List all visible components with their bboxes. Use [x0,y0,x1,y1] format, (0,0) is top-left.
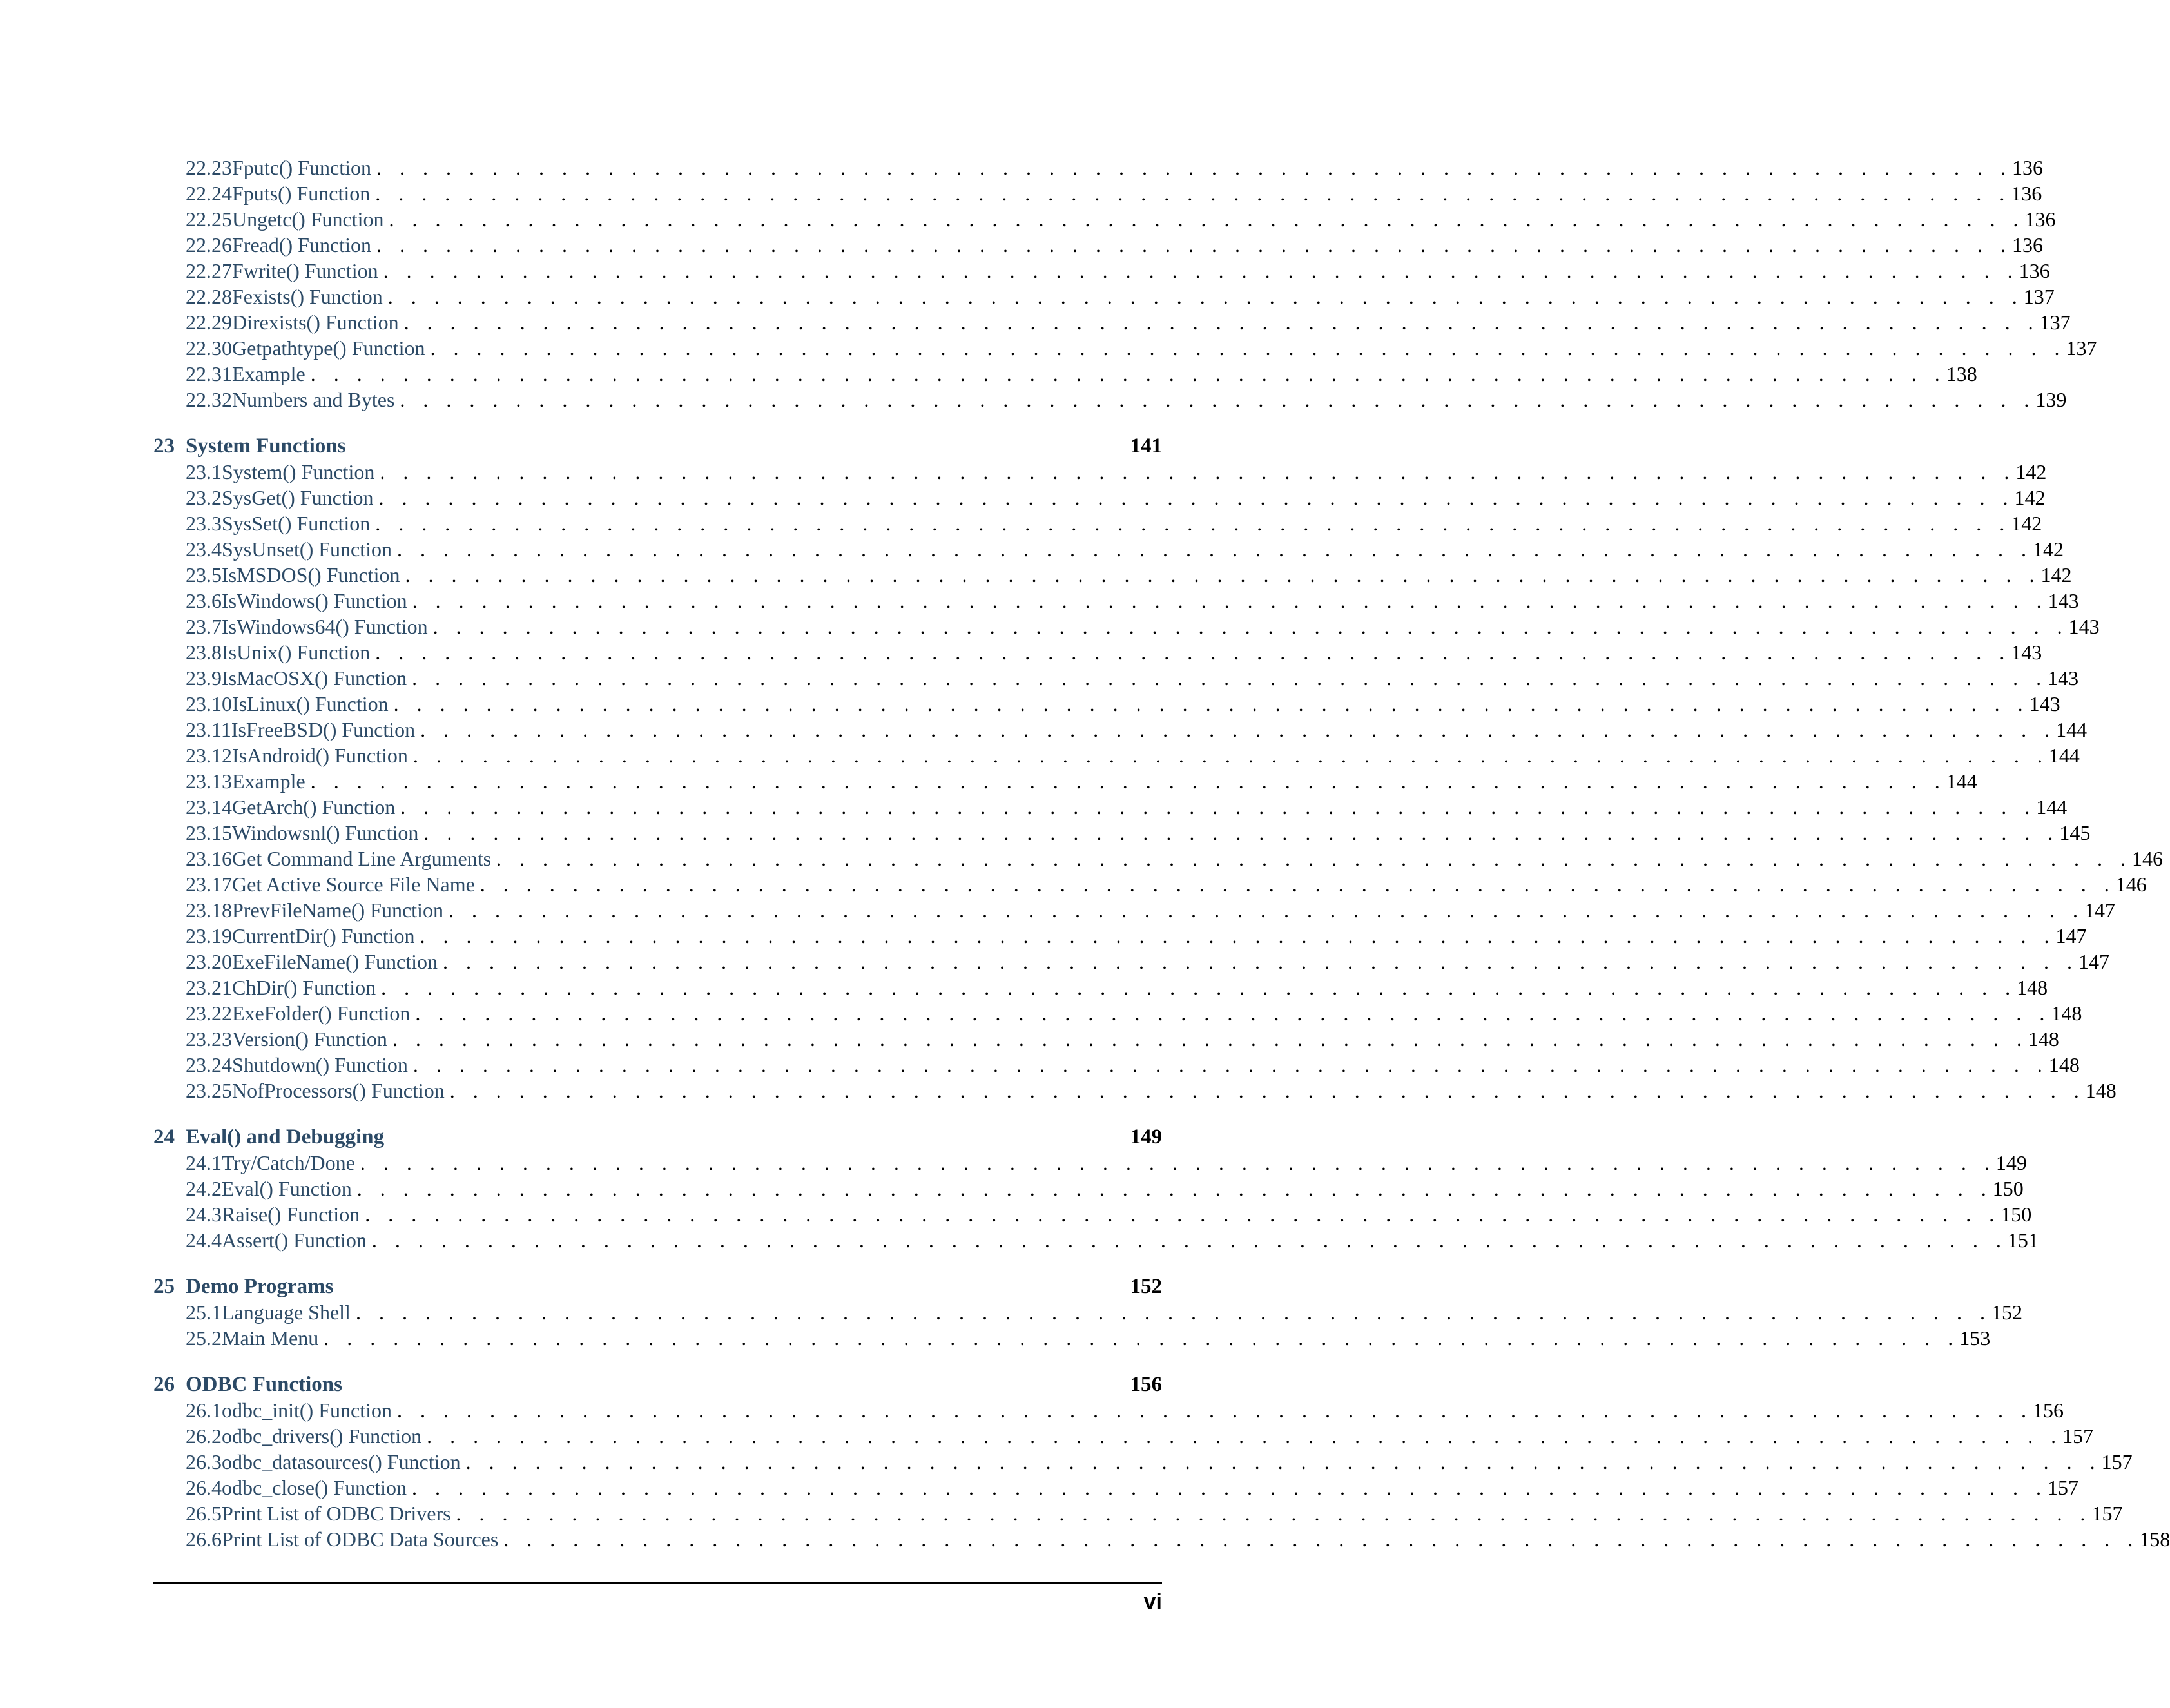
dot-leader: . . . . . . . . . . . . . . . . . . . . . . . . . . . . . . . . . . . . . . . . . . . . . . . . . . . . . . . . . . . . . . . . . . . . . . . [403,311,2040,334]
section-number: 23.21 [186,976,232,999]
section-title: odbc_close() Function [222,1476,407,1499]
section-number: 22.23 [186,156,232,179]
section-title: Fexists() Function [232,285,383,308]
section-title: Ungetc() Function [232,208,384,231]
chapter-number: 25 [153,1275,175,1298]
section-page: 136 [2011,233,2043,257]
section-entry-link[interactable] [153,485,2046,510]
section-number: 23.18 [186,898,232,922]
dot-leader: . . . . . . . . . . . . . . . . . . . . . . . . . . . . . . . . . . . . . . . . . . . . . . . . . . . . . . . . . . . . . . . . . . . . . . . [430,336,2066,360]
dot-leader: . . . . . . . . . . . . . . . . . . . . . . . . . . . . . . . . . . . . . . . . . . . . . . . . . . . . . . . . . . . . . . . . . . . . . . . [389,208,2025,231]
dot-leader: . . . . . . . . . . . . . . . . . . . . . . . . . . . . . . . . . . . . . . . . . . . . . . . . . . . . . . . . . . . . . . . . . . . . . . . [324,1326,1960,1350]
section-title: Example [232,770,305,793]
section-page: 150 [2000,1203,2032,1226]
section-page: 143 [2068,615,2100,638]
section-entry-link[interactable] [153,206,2056,232]
section-number: 26.6 [186,1528,222,1551]
section-title: Print List of ODBC Drivers [222,1502,451,1525]
section-title: IsMacOSX() Function [222,666,407,690]
section-entry-link[interactable] [153,1325,1991,1351]
section-number: 22.28 [186,285,232,308]
section-page: 146 [2115,873,2147,896]
section-title: ExeFileName() Function [232,950,438,973]
section-page: 148 [2085,1079,2117,1102]
section-title: IsMSDOS() Function [222,563,400,587]
section-number: 23.25 [186,1079,232,1102]
section-entry-link[interactable] [153,975,2048,1000]
chapter-title: Demo Programs [186,1275,334,1298]
section-number: 22.26 [186,233,232,257]
section-entry-link[interactable] [153,459,2047,485]
section-number: 23.2 [186,486,222,509]
dot-leader: . . . . . . . . . . . . . . . . . . . . . . . . . . . . . . . . . . . . . . . . . . . . . . . . . . . . . . . . . . . . . . . . . . . . . . . [415,1002,2051,1025]
section-number: 24.4 [186,1228,222,1252]
section-entry-link[interactable] [153,284,2055,309]
dot-leader: . . . . . . . . . . . . . . . . . . . . . . . . . . . . . . . . . . . . . . . . . . . . . . . . . . . . . . . . . . . . . . . . . . . . . . . [387,285,2024,308]
section-entry-link[interactable] [153,258,2050,284]
section-number: 23.16 [186,847,232,870]
section-title: IsUnix() Function [222,641,371,664]
section-entry-link[interactable] [153,361,1977,387]
section-page: 147 [2055,924,2087,947]
section-entry-link[interactable] [153,1052,2080,1078]
section-number: 22.31 [186,362,232,385]
section-number: 23.24 [186,1053,232,1076]
chapter-page: 156 [1130,1373,1162,1396]
section-title: Fwrite() Function [232,259,378,282]
section-page: 136 [2024,208,2056,231]
section-page: 152 [1991,1301,2022,1324]
section-number: 23.12 [186,744,232,767]
section-entry-link[interactable] [153,155,2043,180]
section-page: 157 [2062,1424,2094,1448]
section-entry-link[interactable] [153,717,2088,742]
section-title: IsFreeBSD() Function [231,718,416,741]
section-page: 150 [1992,1177,2024,1200]
section-title: Windowsnl() Function [232,821,419,844]
section-entry-link[interactable] [153,510,2042,536]
section-number: 26.5 [186,1502,222,1525]
section-title: Language Shell [222,1301,351,1324]
section-page: 158 [2139,1528,2170,1551]
chapter-title: ODBC Functions [186,1373,342,1396]
section-number: 22.29 [186,311,232,334]
section-page: 148 [2048,1053,2080,1076]
section-page: 144 [2036,795,2068,819]
section-page: 143 [2048,589,2079,612]
section-entry-link[interactable] [153,1299,2022,1325]
section-entry-link[interactable] [153,923,2087,949]
section-entry-link[interactable] [153,562,2072,588]
toc-chapter [153,155,2097,412]
section-title: Eval() Function [222,1177,352,1200]
chapter-title: Eval() and Debugging [186,1125,385,1149]
section-page: 144 [2048,744,2080,767]
dot-leader: . . . . . . . . . . . . . . . . . . . . . . . . . . . . . . . . . . . . . . . . . . . . . . . . . . . . . . . . . . . . . . . . . . . . . . . [496,847,2133,870]
section-page: 157 [2048,1476,2079,1499]
section-title: SysSet() Function [222,512,371,535]
section-entry-link[interactable] [153,1201,2032,1227]
section-number: 23.7 [186,615,222,638]
section-entry-link[interactable] [153,1526,2170,1552]
toc-chapter [153,1124,2039,1253]
section-entry-link[interactable] [153,639,2042,665]
section-number: 22.27 [186,259,232,282]
section-title: Fputs() Function [232,182,371,205]
dot-leader: . . . . . . . . . . . . . . . . . . . . . . . . . . . . . . . . . . . . . . . . . . . . . . . . . . . . . . . . . . . . . . . . . . . . . . . [392,1027,2028,1051]
section-entry-link[interactable] [153,387,2067,412]
section-number: 23.22 [186,1002,232,1025]
section-title: Main Menu [222,1326,319,1350]
section-page: 142 [2040,563,2072,587]
section-page: 148 [2028,1027,2059,1051]
section-entry-link[interactable] [153,1449,2133,1475]
section-page: 147 [2078,950,2110,973]
section-number: 22.32 [186,388,232,411]
section-title: System() Function [222,460,375,483]
dot-leader: . . . . . . . . . . . . . . . . . . . . . . . . . . . . . . . . . . . . . . . . . . . . . . . . . . . . . . . . . . . . . . . . . . . . . . . [376,156,2012,179]
dot-leader: . . . . . . . . . . . . . . . . . . . . . . . . . . . . . . . . . . . . . . . . . . . . . . . . . . . . . . . . . . . . . . . . . . . . . . . [412,744,2049,767]
section-title: ExeFolder() Function [232,1002,411,1025]
section-entry-link[interactable] [153,335,2097,361]
section-title: Print List of ODBC Data Sources [222,1528,499,1551]
section-page: 156 [2032,1399,2064,1422]
dot-leader: . . . . . . . . . . . . . . . . . . . . . . . . . . . . . . . . . . . . . . . . . . . . . . . . . . . . . . . . . . . . . . . . . . . . . . . [400,388,2036,411]
section-page: 142 [2033,538,2064,561]
dot-leader: . . . . . . . . . . . . . . . . . . . . . . . . . . . . . . . . . . . . . . . . . . . . . . . . . . . . . . . . . . . . . . . . . . . . . . . [443,950,2079,973]
section-title: Fputc() Function [232,156,371,179]
section-page: 144 [1946,770,1977,793]
dot-leader: . . . . . . . . . . . . . . . . . . . . . . . . . . . . . . . . . . . . . . . . . . . . . . . . . . . . . . . . . . . . . . . . . . . . . . . [371,1228,2008,1252]
section-page: 157 [2091,1502,2123,1525]
dot-leader: . . . . . . . . . . . . . . . . . . . . . . . . . . . . . . . . . . . . . . . . . . . . . . . . . . . . . . . . . . . . . . . . . . . . . . . [412,666,2048,690]
chapter-title: System Functions [186,434,346,458]
section-entry-link[interactable] [153,949,2110,975]
chapter-number: 26 [153,1373,175,1396]
section-number: 22.25 [186,208,232,231]
section-entry-link[interactable] [153,1227,2039,1253]
section-number: 23.8 [186,641,222,664]
section-page: 143 [2048,666,2079,690]
dot-leader: . . . . . . . . . . . . . . . . . . . . . . . . . . . . . . . . . . . . . . . . . . . . . . . . . . . . . . . . . . . . . . . . . . . . . . . [355,1301,1991,1324]
section-title: Fread() Function [232,233,371,257]
section-number: 23.17 [186,873,232,896]
section-title: SysGet() Function [222,486,374,509]
dot-leader: . . . . . . . . . . . . . . . . . . . . . . . . . . . . . . . . . . . . . . . . . . . . . . . . . . . . . . . . . . . . . . . . . . . . . . . [356,1177,1993,1200]
dot-leader: . . . . . . . . . . . . . . . . . . . . . . . . . . . . . . . . . . . . . . . . . . . . . . . . . . . . . . . . . . . . . . . . . . . . . . . [456,1502,2092,1525]
section-page: 149 [1995,1151,2027,1174]
section-number: 24.1 [186,1151,222,1174]
dot-leader: . . . . . . . . . . . . . . . . . . . . . . . . . . . . . . . . . . . . . . . . . . . . . . . . . . . . . . . . . . . . . . . . . . . . . . . [365,1203,2001,1226]
section-number: 23.9 [186,666,222,690]
dot-leader: . . . . . . . . . . . . . . . . . . . . . . . . . . . . . . . . . . . . . . . . . . . . . . . . . . . . . . . . . . . . . . . . . . . . . . . [375,641,2011,664]
section-number: 22.24 [186,182,232,205]
section-entry-link[interactable] [153,1500,2123,1526]
section-entry-link[interactable] [153,1026,2059,1052]
section-page: 142 [2014,486,2046,509]
section-title: Raise() Function [222,1203,360,1226]
table-of-contents [153,155,2170,1552]
section-entry-link[interactable] [153,588,2079,614]
dot-leader: . . . . . . . . . . . . . . . . . . . . . . . . . . . . . . . . . . . . . . . . . . . . . . . . . . . . . . . . . . . . . . . . . . . . . . . [405,563,2041,587]
section-entry-link[interactable] [153,665,2079,691]
section-title: Version() Function [232,1027,387,1051]
footer-rule [153,1582,1162,1584]
section-number: 26.4 [186,1476,222,1499]
dot-leader: . . . . . . . . . . . . . . . . . . . . . . . . . . . . . . . . . . . . . . . . . . . . . . . . . . . . . . . . . . . . . . . . . . . . . . . [448,898,2084,922]
dot-leader: . . . . . . . . . . . . . . . . . . . . . . . . . . . . . . . . . . . . . . . . . . . . . . . . . . . . . . . . . . . . . . . . . . . . . . . [432,615,2069,638]
dot-leader: . . . . . . . . . . . . . . . . . . . . . . . . . . . . . . . . . . . . . . . . . . . . . . . . . . . . . . . . . . . . . . . . . . . . . . . [396,1399,2033,1422]
section-page: 153 [1959,1326,1991,1350]
section-title: ChDir() Function [232,976,376,999]
dot-leader: . . . . . . . . . . . . . . . . . . . . . . . . . . . . . . . . . . . . . . . . . . . . . . . . . . . . . . . . . . . . . . . . . . . . . . . [383,259,2019,282]
section-title: IsLinux() Function [232,692,389,715]
section-entry-link[interactable] [153,1397,2064,1423]
section-number: 23.19 [186,924,232,947]
section-number: 25.1 [186,1301,222,1324]
section-entry-link[interactable] [153,897,2115,923]
section-title: Numbers and Bytes [232,388,395,411]
section-title: Getpathtype() Function [232,336,425,360]
section-number: 23.11 [186,718,231,741]
section-page: 137 [2039,311,2071,334]
section-number: 22.30 [186,336,232,360]
dot-leader: . . . . . . . . . . . . . . . . . . . . . . . . . . . . . . . . . . . . . . . . . . . . . . . . . . . . . . . . . . . . . . . . . . . . . . . [375,182,2011,205]
section-page: 157 [2101,1450,2133,1473]
dot-leader: . . . . . . . . . . . . . . . . . . . . . . . . . . . . . . . . . . . . . . . . . . . . . . . . . . . . . . . . . . . . . . . . . . . . . . . [427,1424,2063,1448]
dot-leader: . . . . . . . . . . . . . . . . . . . . . . . . . . . . . . . . . . . . . . . . . . . . . . . . . . . . . . . . . . . . . . . . . . . . . . . [420,924,2056,947]
section-entry-link[interactable] [153,232,2043,258]
section-entry-link[interactable] [153,309,2071,335]
section-title: Try/Catch/Done [222,1151,355,1174]
dot-leader: . . . . . . . . . . . . . . . . . . . . . . . . . . . . . . . . . . . . . . . . . . . . . . . . . . . . . . . . . . . . . . . . . . . . . . . [393,692,2030,715]
section-entry-link[interactable] [153,846,2164,871]
section-entry-link[interactable] [153,1150,2027,1176]
chapter-entry-link[interactable] [153,1274,1162,1299]
chapter-page: 152 [1130,1275,1162,1298]
section-title: GetArch() Function [232,795,396,819]
section-page: 136 [2011,156,2043,179]
section-entry-link[interactable] [153,536,2064,562]
section-title: Shutdown() Function [232,1053,408,1076]
section-entry-link[interactable] [153,1423,2094,1449]
dot-leader: . . . . . . . . . . . . . . . . . . . . . . . . . . . . . . . . . . . . . . . . . . . . . . . . . . . . . . . . . . . . . . . . . . . . . . . [397,538,2033,561]
section-page: 142 [2015,460,2047,483]
section-title: IsWindows() Function [222,589,407,612]
section-title: CurrentDir() Function [232,924,415,947]
section-entry-link[interactable] [153,871,2147,897]
section-number: 23.13 [186,770,232,793]
section-number: 24.3 [186,1203,222,1226]
section-entry-link[interactable] [153,768,1977,794]
section-number: 26.3 [186,1450,222,1473]
section-number: 23.3 [186,512,222,535]
chapter-entry-link[interactable] [153,1124,1162,1150]
dot-leader: . . . . . . . . . . . . . . . . . . . . . . . . . . . . . . . . . . . . . . . . . . . . . . . . . . . . . . . . . . . . . . . . . . . . . . . [360,1151,1996,1174]
chapter-entry-link[interactable] [153,433,1162,459]
toc-chapter [153,1372,2170,1552]
section-entry-link[interactable] [153,1078,2117,1103]
section-title: SysUnset() Function [222,538,392,561]
dot-leader: . . . . . . . . . . . . . . . . . . . . . . . . . . . . . . . . . . . . . . . . . . . . . . . . . . . . . . . . . . . . . . . . . . . . . . . [375,512,2011,535]
section-page: 137 [2023,285,2055,308]
section-title: Example [232,362,305,385]
section-page: 143 [2029,692,2060,715]
section-entry-link[interactable] [153,614,2100,639]
section-number: 23.20 [186,950,232,973]
section-page: 151 [2007,1228,2039,1252]
dot-leader: . . . . . . . . . . . . . . . . . . . . . . . . . . . . . . . . . . . . . . . . . . . . . . . . . . . . . . . . . . . . . . . . . . . . . . . [480,873,2116,896]
section-number: 25.2 [186,1326,222,1350]
dot-leader: . . . . . . . . . . . . . . . . . . . . . . . . . . . . . . . . . . . . . . . . . . . . . . . . . . . . . . . . . . . . . . . . . . . . . . . [400,795,2037,819]
chapter-number: 24 [153,1125,175,1149]
section-title: odbc_drivers() Function [222,1424,422,1448]
section-number: 23.23 [186,1027,232,1051]
section-number: 23.5 [186,563,222,587]
section-page: 147 [2084,898,2115,922]
section-entry-link[interactable] [153,1000,2082,1026]
section-title: Direxists() Function [232,311,399,334]
dot-leader: . . . . . . . . . . . . . . . . . . . . . . . . . . . . . . . . . . . . . . . . . . . . . . . . . . . . . . . . . . . . . . . . . . . . . . . [412,1476,2048,1499]
section-number: 24.2 [186,1177,222,1200]
section-page: 139 [2035,388,2067,411]
section-title: NofProcessors() Function [232,1079,445,1102]
section-entry-link[interactable] [153,820,2091,846]
section-entry-link[interactable] [153,1475,2079,1500]
chapter-entry-link[interactable] [153,1372,1162,1397]
section-entry-link[interactable] [153,180,2042,206]
toc-chapter [153,433,2164,1103]
section-page: 136 [2019,259,2050,282]
dot-leader: . . . . . . . . . . . . . . . . . . . . . . . . . . . . . . . . . . . . . . . . . . . . . . . . . . . . . . . . . . . . . . . . . . . . . . . [423,821,2060,844]
dot-leader: . . . . . . . . . . . . . . . . . . . . . . . . . . . . . . . . . . . . . . . . . . . . . . . . . . . . . . . . . . . . . . . . . . . . . . . [310,770,1946,793]
dot-leader: . . . . . . . . . . . . . . . . . . . . . . . . . . . . . . . . . . . . . . . . . . . . . . . . . . . . . . . . . . . . . . . . . . . . . . . [449,1079,2086,1102]
dot-leader: . . . . . . . . . . . . . . . . . . . . . . . . . . . . . . . . . . . . . . . . . . . . . . . . . . . . . . . . . . . . . . . . . . . . . . . [376,233,2012,257]
section-number: 23.6 [186,589,222,612]
section-page: 145 [2059,821,2091,844]
section-title: odbc_init() Function [222,1399,392,1422]
section-entry-link[interactable] [153,1176,2024,1201]
dot-leader: . . . . . . . . . . . . . . . . . . . . . . . . . . . . . . . . . . . . . . . . . . . . . . . . . . . . . . . . . . . . . . . . . . . . . . . [412,1053,2049,1076]
section-page: 138 [1946,362,1977,385]
dot-leader: . . . . . . . . . . . . . . . . . . . . . . . . . . . . . . . . . . . . . . . . . . . . . . . . . . . . . . . . . . . . . . . . . . . . . . . [310,362,1946,385]
page-number: vi [1143,1589,1162,1614]
chapter-page: 141 [1130,434,1162,458]
section-title: IsWindows64() Function [222,615,428,638]
section-number: 23.10 [186,692,232,715]
section-entry-link[interactable] [153,691,2060,717]
section-page: 148 [2051,1002,2082,1025]
section-page: 142 [2011,512,2042,535]
section-number: 26.1 [186,1399,222,1422]
section-title: Assert() Function [222,1228,367,1252]
section-number: 26.2 [186,1424,222,1448]
section-title: Get Command Line Arguments [232,847,492,870]
section-title: odbc_datasources() Function [222,1450,461,1473]
dot-leader: . . . . . . . . . . . . . . . . . . . . . . . . . . . . . . . . . . . . . . . . . . . . . . . . . . . . . . . . . . . . . . . . . . . . . . . [420,718,2057,741]
section-page: 143 [2011,641,2042,664]
toc-chapter [153,1274,2022,1351]
section-page: 148 [2017,976,2048,999]
chapter-number: 23 [153,434,175,458]
section-page: 146 [2132,847,2164,870]
dot-leader: . . . . . . . . . . . . . . . . . . . . . . . . . . . . . . . . . . . . . . . . . . . . . . . . . . . . . . . . . . . . . . . . . . . . . . . [412,589,2048,612]
section-title: IsAndroid() Function [232,744,408,767]
section-number: 23.15 [186,821,232,844]
dot-leader: . . . . . . . . . . . . . . . . . . . . . . . . . . . . . . . . . . . . . . . . . . . . . . . . . . . . . . . . . . . . . . . . . . . . . . . [378,486,2015,509]
dot-leader: . . . . . . . . . . . . . . . . . . . . . . . . . . . . . . . . . . . . . . . . . . . . . . . . . . . . . . . . . . . . . . . . . . . . . . . [503,1528,2140,1551]
section-title: PrevFileName() Function [232,898,443,922]
section-page: 144 [2056,718,2088,741]
section-number: 23.14 [186,795,232,819]
dot-leader: . . . . . . . . . . . . . . . . . . . . . . . . . . . . . . . . . . . . . . . . . . . . . . . . . . . . . . . . . . . . . . . . . . . . . . . [381,976,2017,999]
section-page: 137 [2066,336,2097,360]
section-entry-link[interactable] [153,742,2080,768]
dot-leader: . . . . . . . . . . . . . . . . . . . . . . . . . . . . . . . . . . . . . . . . . . . . . . . . . . . . . . . . . . . . . . . . . . . . . . . [380,460,2016,483]
section-page: 136 [2011,182,2042,205]
section-number: 23.4 [186,538,222,561]
section-entry-link[interactable] [153,794,2068,820]
chapter-page: 149 [1130,1125,1162,1149]
section-title: Get Active Source File Name [232,873,475,896]
dot-leader: . . . . . . . . . . . . . . . . . . . . . . . . . . . . . . . . . . . . . . . . . . . . . . . . . . . . . . . . . . . . . . . . . . . . . . . [465,1450,2102,1473]
section-number: 23.1 [186,460,222,483]
